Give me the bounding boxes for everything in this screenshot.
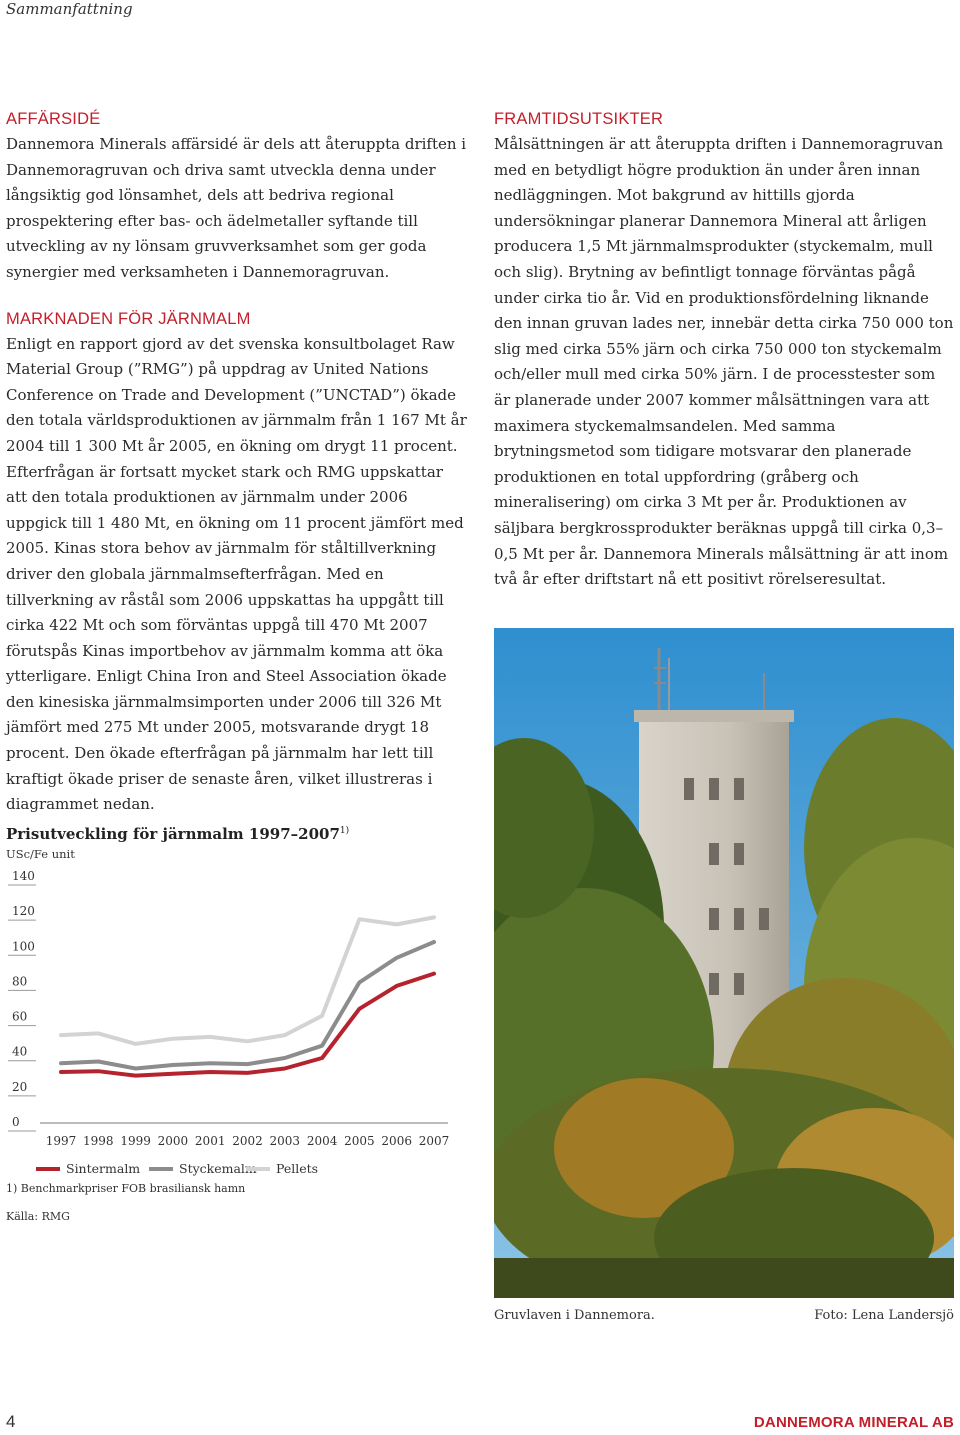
tower-photo xyxy=(494,628,954,1298)
photo-caption-text: Gruvlaven i Dannemora. xyxy=(494,1308,655,1323)
chart-svg xyxy=(6,865,466,1195)
right-column xyxy=(494,108,954,593)
x-tick-label-2003: 2003 xyxy=(269,1134,301,1148)
photo-credit: Foto: Lena Landersjö xyxy=(814,1308,954,1323)
price-chart xyxy=(6,825,466,1176)
y-tick-label-40: 40 xyxy=(12,1044,28,1059)
y-tick-label-80: 80 xyxy=(12,974,28,989)
x-tick-label-2000: 2000 xyxy=(157,1134,189,1148)
x-tick-label-2006: 2006 xyxy=(381,1134,412,1148)
chart-title-note: 1) xyxy=(339,826,350,836)
x-tick-label-2002: 2002 xyxy=(232,1134,263,1148)
x-tick-label-2005: 2005 xyxy=(344,1134,375,1148)
x-tick-label-1999: 1999 xyxy=(120,1134,151,1148)
photo-caption xyxy=(494,1308,954,1323)
legend-label-sintermalm: Sintermalm xyxy=(66,1161,141,1176)
chart-source: Källa: RMG xyxy=(6,1210,70,1223)
y-tick-label-120: 120 xyxy=(12,904,35,919)
chart-title-text: Prisutveckling för järnmalm 1997–2007 xyxy=(6,825,340,843)
section-text-framtidsutsikter: Målsättningen är att återuppta driften i Dannemoragruvan med en betydligt högre produktion än under åren innan nedläggningen. Mot bakgrund av hittills gjorda undersökningar planerar Dannemora Mineral att årligen producera 1,5 Mt järnmalmsprodukter (styckemalm, mull och slig). Brytning av befintligt tonnage förväntas pågå under cirka tio år. Vid en produktionsfördelning liknande den innan gruvan lades ner, innebär detta cirka 750 000 ton slig med cirka 55% järn och cirka 750 000 ton styckemalm och/eller mull med cirka 50% järn. I de processtester som är planerade under 2007 kommer målsättningen vara att maximera styckemalmsandelen. Med samma brytningsmetod som tidigare motsvarar den planerade produktionen en total uppfordring (gråberg och mineralisering) om cirka 3 Mt per år. Produktionen av säljbara bergkrossprodukter beräknas uppgå till cirka 0,3–0,5 Mt per år. Dannemora Minerals målsättning är att inom två år efter driftstart nå ett positivt rörelseresultat. xyxy=(494,135,954,589)
tower-photo-image xyxy=(494,628,954,1298)
chart-y-unit: USc/Fe unit xyxy=(6,847,75,861)
x-tick-label-1998: 1998 xyxy=(83,1134,114,1148)
legend-label-styckemalm: Styckemalm xyxy=(179,1161,257,1176)
section-heading-framtidsutsikter: FRAMTIDSUTSIKTER xyxy=(494,110,664,128)
section-text-marknaden: Enligt en rapport gjord av det svenska konsultbolaget Raw Material Group (”RMG”) på uppdrag av United Nations Conference on Trade and Development (”UNCTAD”) ökade den totala världsproduktionen av järnmalm från 1 167 Mt år 2004 till 1 300 Mt år 2005, en ökning om drygt 11 procent. Efterfrågan är fortsatt mycket stark och RMG uppskattar att den totala produktionen av järnmalm under 2006 uppgick till 1 480 Mt, en ökning om 11 procent jämfört med 2005. Kinas stora behov av järnmalm för ståltillverkning driver den globala järnmalmsefterfrågan. Med en tillverkning av råstål som 2006 uppskattas ha uppgått till cirka 422 Mt och som förväntas uppgå till 470 Mt 2007 förutspås Kinas importbehov av järnmalm komma att öka ytterligare. Enligt China Iron and Steel Association ökade den kinesiska järnmalmsimporten under 2006 till 326 Mt jämfört med 275 Mt under 2005, motsvarande drygt 18 procent. Den ökade efterfrågan på järnmalm har lett till kraftigt ökade priser de senaste åren, vilket illustreras i diagrammet nedan. xyxy=(6,334,467,814)
y-tick-label-60: 60 xyxy=(12,1009,28,1024)
chart-title xyxy=(6,825,466,843)
y-tick-label-0: 0 xyxy=(12,1115,20,1129)
page-number: 4 xyxy=(6,1412,16,1431)
x-tick-label-2007: 2007 xyxy=(418,1134,450,1148)
running-head: Sammanfattning xyxy=(6,0,133,18)
section-text-affarside: Dannemora Minerals affärsidé är dels att återuppta driften i Dannemoragruvan och driva samt utveckla denna under långsiktig god lönsamhet, dels att bedriva regional prospektering efter bas- och ädelmetaller syftande till utveckling av ny lönsam gruvverksamhet som ger goda synergier med verksamheten i Dannemoragruvan. xyxy=(6,135,467,281)
section-heading-marknaden: MARKNADEN FÖR JÄRNMALM xyxy=(6,309,251,328)
x-tick-label-2001: 2001 xyxy=(194,1134,226,1148)
x-tick-label-1997: 1997 xyxy=(45,1134,77,1148)
section-heading-affarside: AFFÄRSIDÉ xyxy=(6,110,101,128)
series-line-sintermalm xyxy=(61,974,434,1076)
series-line-styckemalm xyxy=(61,942,434,1069)
brand-name: DANNEMORA MINERAL AB xyxy=(753,1414,954,1431)
left-column xyxy=(6,108,468,818)
chart-footnote: 1) Benchmarkpriser FOB brasiliansk hamn xyxy=(6,1182,246,1195)
x-tick-label-2004: 2004 xyxy=(306,1134,338,1148)
y-tick-label-100: 100 xyxy=(12,939,35,954)
y-tick-label-20: 20 xyxy=(12,1079,28,1094)
series-line-pellets xyxy=(61,917,434,1044)
legend-label-pellets: Pellets xyxy=(276,1161,319,1176)
y-tick-label-140: 140 xyxy=(12,869,35,883)
